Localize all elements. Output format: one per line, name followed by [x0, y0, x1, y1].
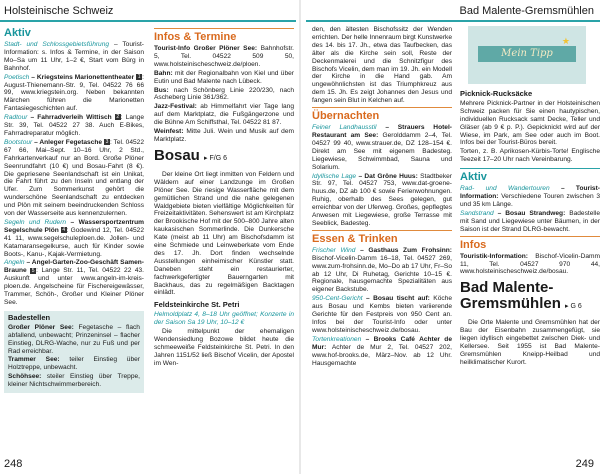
paragraph: Großer Plöner See: Fegetasche – flach abfallend, unbewacht; Prinzeninsel – flacher Einstieg, DLRG-Wache, nur zu Fuß und per Rad erreichbar. — [8, 323, 140, 355]
paragraph: Segeln und Rudern – Wassersportzentrum Segelschule Plön 4 : Godewind 12, Tel. 04522 41 11, www.segelschuleploen.de. Jollen- und Katamaransegelkurse, auch für Kinder sowie Boots-, Kanu-, Kajak-Vermietung. — [4, 218, 144, 258]
paragraph: Tourist-Info Großer Plöner See: Bahnhofstr. 5, Tel. 04522 509 50, www.holsteinischeschweiz.de/ploen. — [154, 45, 294, 68]
mein-tipp-badge — [468, 26, 586, 84]
paragraph: Die mittelpunkt der ehemaligen Wendensiedlung Bozowe bildet heute die schmeeweiße Feldsteinkirche St. Petri. In den Jahren 1151/52 ließ Bischof Vicelin, der Apostel im Wen- — [154, 328, 294, 367]
box-title: Badestellen — [8, 312, 51, 322]
paragraph: 950-Cent-Gericht – Bosau tischt auf: Köche aus Bosau und Kembs bieten variierende Gerichte für den Festpreis von 950 Cent an. Infos bei der Tourist-Info oder unter www.holsteinischeschweiz.de/bosau. — [312, 295, 452, 334]
right-column-1 — [312, 26, 452, 368]
map-marker-icon: 2 — [116, 114, 120, 121]
paragraph: Torten, z. B. Aprikosen-Kürbis-Torte! Englische Teezeit 17–20 Uhr nach Vereinbarung. — [460, 148, 600, 164]
left-column-2 — [154, 26, 294, 369]
header-rule — [0, 20, 296, 22]
subheading-church: Feldsteinkirche St. Petri — [154, 300, 240, 310]
section-heading-essen: Essen & Trinken — [312, 230, 452, 245]
right-page — [302, 0, 600, 474]
left-column-1 — [4, 26, 144, 393]
paragraph: Der kleine Ort liegt inmitten von Feldern und Wäldern auf einer Landzunge im Großen Plöner See. Die riesige Wasserfläche mit dem gemütlichen Strand und die nahe gelegenen Waldgebiete bieten vielfältige Möglichkeiten für Freizeitaktivitäten. Sehenswert ist am Kirchplatz der Brookische Hof mit der 500–800 Jahre alten kaukasischen Sommerlinde. Die Dunkersche Kate (meist ab 11 Uhr) am Bischofsdamm ist eine Schmiede und Leinweberkate vom Ende des 17. Jh. Dort finden wechselnde Ausstellungen einheimischer Künstler statt. Daneben steht ein restaurierter, fachwerkgefertigter Bauerngarten mit Backhaus, das zu regelmäßigen Backtagen einlädt. — [154, 170, 295, 297]
paragraph: Stadt- und Schlossgebietsführung – Tourist-Information: s. Infos & Termine, in der Saison Mo–Sa um 11 Uhr, 1–2 €, Start vom Bürg in Bahnhof. — [4, 41, 144, 72]
section-heading-infos: Infos & Termine — [154, 28, 294, 43]
book-gutter — [299, 0, 301, 474]
section-heading-aktiv: Aktiv — [460, 168, 600, 183]
paragraph: Radtour – Fahrradverleih Wittisch 2 : Lange Str. 39, Tel. 04522 27 38. Auch E-Bikes, Fahrradreparatur möglich. — [4, 114, 144, 137]
paragraph: Feiner Landhausstil – Strauers Hotel-Restaurant am See: Gerolddamm 2–4, Tel. 04527 99 40, www.strauer.de, DZ 128–154 €. Direkt am See mit eigenem Badesteg. Liegewiese, Schwimmbad, Sauna und Solarium. — [312, 124, 452, 171]
paragraph: Rad- und Wandertouren – Tourist-Information: Verschiedene Touren zwischen 3 und 35 km Länge. — [460, 185, 600, 208]
paragraph: Mehrere Picknick-Partner in der Holsteinischen Schweiz packen für Sie einen hautypischen, individuellen Rucksack samt Decke, Teller und Gläser (ab 9 € p. P.). Gepicknickt wird auf der Wiese, im Park, am See oder auch im Boot. Infos bei der Tourist-Büros bereit. — [460, 99, 600, 147]
paragraph: Jazz-Festival: ab Himmelfahrt vier Tage lang auf dem Marktplatz, die Fußgängerzone und die Bühne Am Schiffsthal, Tel. 04522 81 87. — [154, 103, 294, 127]
paragraph: Die Orte Malente und Gremsmühlen hat der Bau der Eisenbahn zusammengefügt, sie liegen idyllisch eingebettet zwischen Diek- und Kellersee. Seit 1955 ist Bad Malente-Gremsmühlen Kneipp-Heilbad und heilklimatischer Kurort. — [460, 319, 600, 366]
left-page — [0, 0, 298, 474]
church-hours: Helmoldplatz 4, 8–18 Uhr geöffnet; Konzerte in der Saison Sa 19 Uhr, 10–12 € — [154, 311, 294, 327]
tip-label: Mein Tipp — [478, 46, 576, 62]
map-reference: F/G 6 — [209, 154, 227, 162]
running-head-left: Holsteinische Schweiz — [4, 5, 114, 17]
section-heading-infos: Infos — [460, 236, 600, 251]
paragraph: Bahn: mit der Regionalbahn von Kiel und über Eutin und Bad Malente nach Lübeck. — [154, 69, 294, 85]
map-marker-icon: 3 — [105, 139, 109, 146]
paragraph: Angeln – Angel-Garten-Zoo-Geschäft Samen-Braune 5 : Lange Str. 11, Tel. 04522 22 43. Auskunft und unter www.angeln-im-kreis-ploen.de. Angelscheine für Fischereigewässer, Trammer, Schöh-, Großer und Kleiner Plöner See. — [4, 259, 144, 306]
paragraph: Frischer Wind – Gasthaus Zum Frohsinn: Bischof-Vicelin-Damm 16–18, Tel. 04527 269, www.zum-frohsinn.de, Mo–Do ab 17 Uhr, Fr–So ab 12 Uhr, Di Ruhetag, Gerichte 10–15 €. Regionale, hausgemachte Spezialitäten aus eigener Backstube. — [312, 246, 453, 294]
header-rule — [306, 20, 600, 22]
paragraph: Touristik-Information: Bischof-Vicelin-Damm 11, Tel. 04527 970 44, www.holsteinischeschweiz.de/bosau. — [460, 252, 600, 276]
paragraph: Poetisch – Kriegsteins Marionettentheater 1 : August-Thienemann-Str. 9, Tel. 04522 76 66 99, www.kriegstein.org. Neben bekannten Märchen führen die Marionetten Fantasiegeschichten auf. — [4, 73, 144, 113]
paragraph: Schöhsee: steiler Einstieg über Treppe, kleiner Nichtschwimmerbereich. — [8, 373, 140, 389]
paragraph: Tortenkreationen – Brooks Café Achter de Mur: Achter de Mur 2, Tel. 04527 202, www.hof-brooks.de, März–Nov. ab 12 Uhr. Hausgemachte — [312, 335, 452, 367]
map-marker-icon: 4 — [62, 227, 66, 234]
page-number-right: 249 — [575, 458, 594, 470]
place-heading-bosau: Bosau ▸ F/G 6 — [154, 146, 227, 164]
paragraph: Idyllische Lage – Dat Gröne Huus: Stadtbeker Str. 97, Tel. 04527 753, www.dat-groene-huus.de, DZ ab 100 € sowie Ferienwohnungen. Ruhig, oberhalb des Sees gelegen, gut erreichbar von der Uferweg. Großes, gepflegtes Anwesen mit Liegewiese, große Terrasse mit Seeblick, Badesteg. — [312, 172, 452, 227]
paragraph: Bootstour – Anleger Fegetasche 3 : Tel. 04522 67 66, Mai–Sept. 10–16 Uhr, 2 Std., Fahrkartenverkauf nur an Bord. Große Plöner Seenrundfahrt (10 €) und Bosau-Fahrt (8 €). Die gepriesene Seenlandschaft ist ein Unikat, die Fahrt führt zu den Inseln und entlang der Ufer. Zum Sommerkunst gehört die wunderschöne Seenlandschaft zu entdecken und Plön mit seinem beeindruckenden Schloss von der Wasserseite aus kennenzulernen. — [4, 138, 144, 218]
paragraph: Weinfest: Mitte Juli. Wein und Musik auf dem Marktplatz. — [154, 128, 294, 143]
map-marker-icon: 1 — [137, 73, 141, 80]
paragraph: Bus: nach Schönberg Linie 220/230, nach Ascheberg Linie 361/362. — [154, 86, 294, 102]
right-column-2 — [460, 26, 600, 368]
section-heading-aktiv: Aktiv — [4, 27, 31, 39]
paragraph: den, den ältesten Bischofssitz der Wenden errichten. Der helle Innenraum birgt Kunstwerke des 14. bis 17. Jh., etwa das Taufbecken, das älter als die Kirche sein soll, Reste der Deckenmalerei und die Schnitzfigur des Bischofs Vicelin, dem man im 19. Jh. ein Modell der Kirche in die Hand gab. Am ungewöhnlichsten ist das Triumphkreuz aus dem 15. Jh. Es zeigt Johannes den Jesus und fangen sein Blut in Kelchen auf. — [312, 26, 453, 105]
paragraph: Sandstrand – Bosau Strandweg: Badestelle mit Sand und Liegewiese unter Bäumen, in der Saison ist der Strand DLRG-bewacht. — [460, 209, 600, 233]
map-marker-icon: 5 — [31, 267, 35, 274]
place-heading-malente: Bad Malente-Gremsmühlen ▸ G 6 — [460, 279, 582, 313]
badestellen-box — [4, 311, 144, 393]
map-reference: G 6 — [570, 303, 582, 311]
paragraph: Trammer See: teiler Einstieg über Holztreppe, unbewacht. — [8, 356, 140, 372]
tip-title: Picknick-Rucksäcke — [460, 89, 533, 98]
running-head-right: Bad Malente-Gremsmühlen — [459, 5, 594, 17]
section-heading-uebernachten: Übernachten — [312, 107, 452, 122]
star-icon: ★ — [561, 36, 570, 46]
page-number-left: 248 — [4, 458, 23, 470]
